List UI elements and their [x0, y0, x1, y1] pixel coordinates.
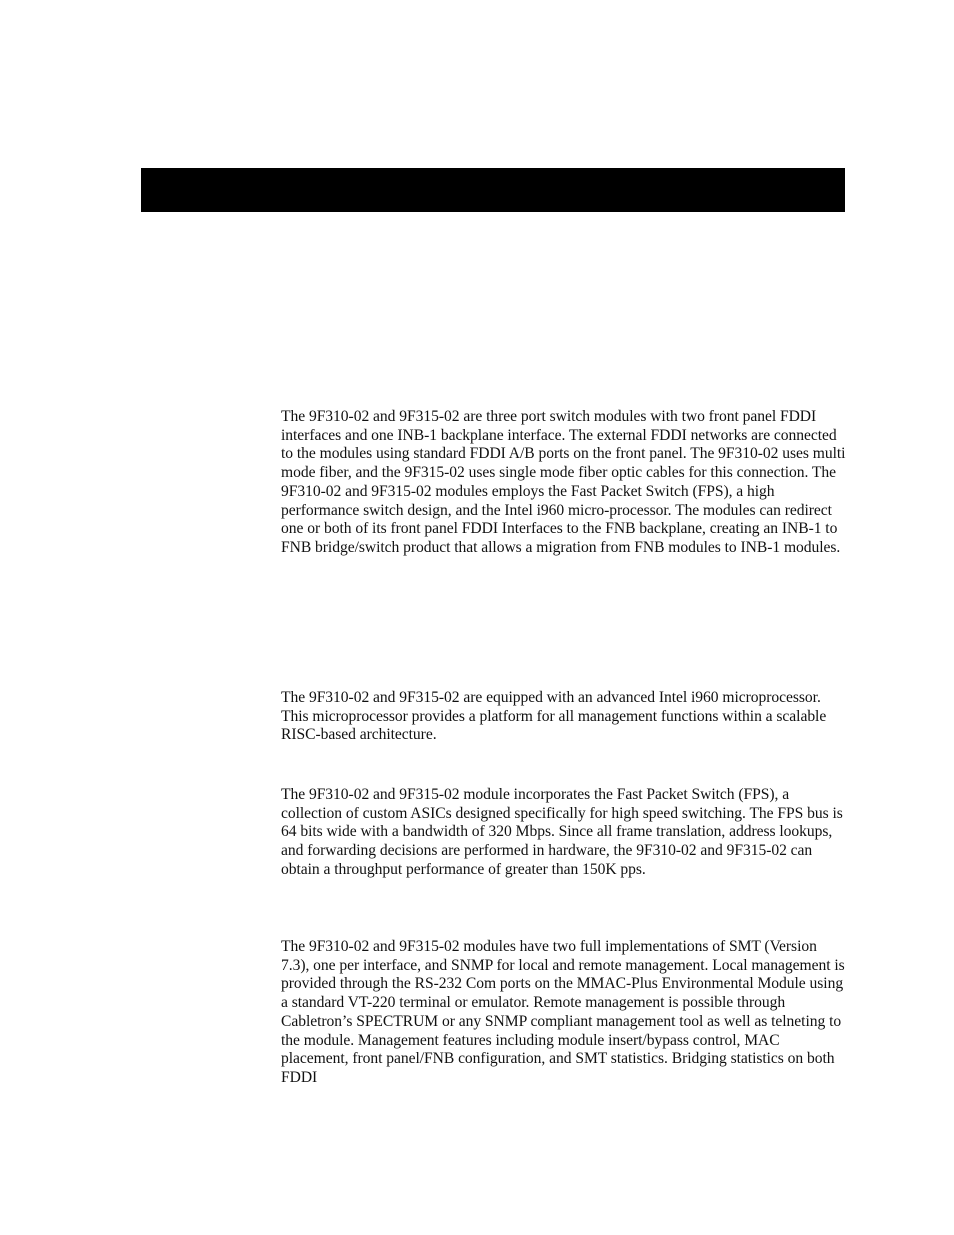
body-paragraph-fast-packet-switch: The 9F310-02 and 9F315-02 module incorporates the Fast Packet Switch (FPS), a collection of custom ASICs designed specifically for high speed switching. The FPS bus is 64 bits wide with a bandwidth of 320 Mbps. Since all frame translation, address lookups, and forwarding decisions are performed in hardware, the 9F310-02 and 9F315-02 can obtain a throughput performance of greater than 150K pps. [281, 786, 843, 878]
chapter-header-bar [141, 168, 845, 212]
body-paragraph-overview: The 9F310-02 and 9F315-02 are three port switch modules with two front panel FDDI interfaces and one INB-1 backplane interface. The external FDDI networks are connected to the modules using standard FDDI A/B ports on the front panel. The 9F310-02 uses multi mode fiber, and the 9F315-02 uses single mode fiber optic cables for this connection. The 9F310-02 and 9F315-02 modules employs the Fast Packet Switch (FPS), a high performance switch design, and the Intel i960 micro-processor. The modules can redirect one or both of its front panel FDDI Interfaces to the FNB backplane, creating an INB-1 to FNB bridge/switch product that allows a migration from FNB modules to INB-1 modules. [281, 408, 846, 556]
body-paragraph-management: The 9F310-02 and 9F315-02 modules have two full implementations of SMT (Version 7.3), one per interface, and SNMP for local and remote management. Local management is provided through the RS-232 Com ports on the MMAC-Plus Environmental Module using a standard VT-220 terminal or emulator. Remote management is possible through Cabletron’s SPECTRUM or any SNMP compliant management tool as well as telneting to the module. Management features including module insert/bypass control, MAC placement, front panel/FNB configuration, and SMT statistics. Bridging statistics on both FDDI [281, 938, 845, 1086]
body-paragraph-microprocessor: The 9F310-02 and 9F315-02 are equipped with an advanced Intel i960 microprocessor. This microprocessor provides a platform for all management functions within a scalable RISC-based architecture. [281, 689, 827, 744]
